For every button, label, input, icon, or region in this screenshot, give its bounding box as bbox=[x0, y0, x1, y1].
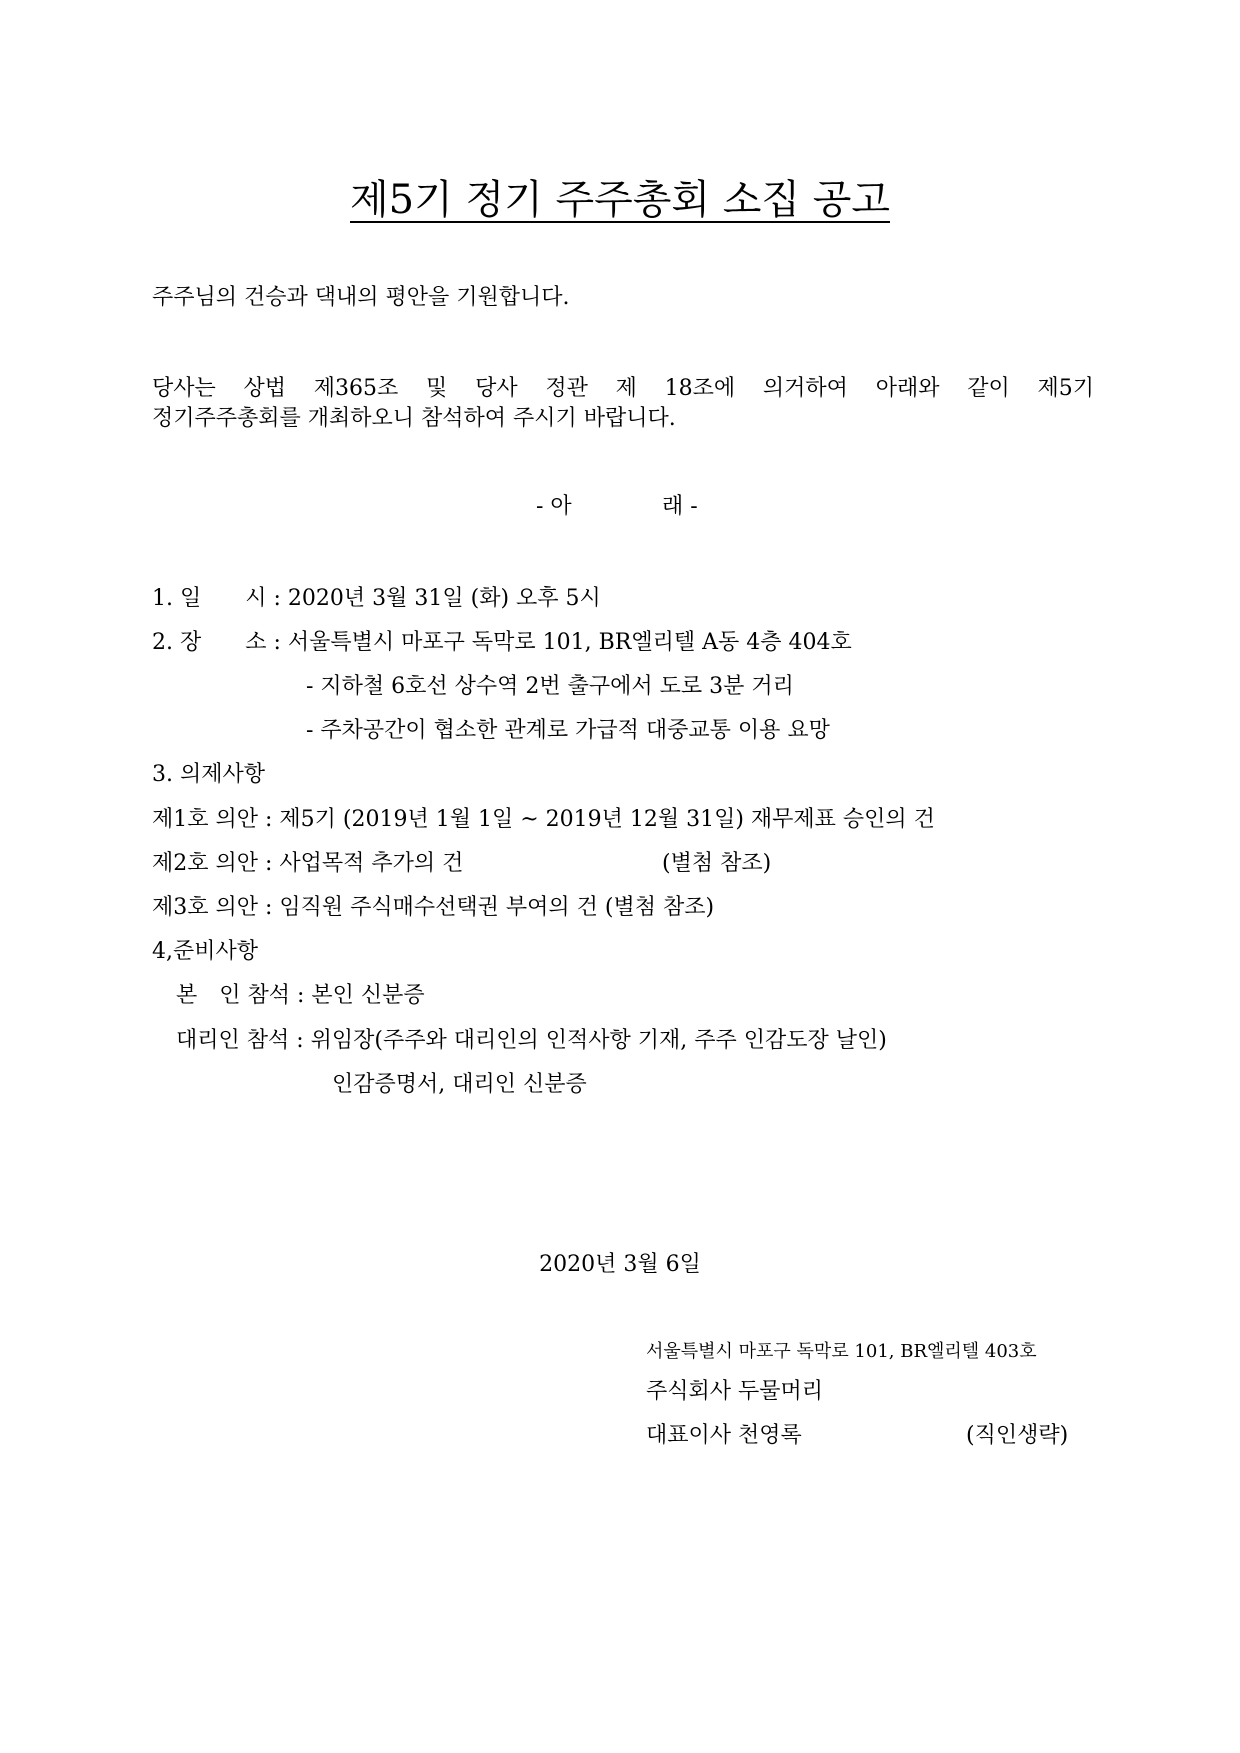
preparation-proxy-docs: 인감증명서, 대리인 신분증 bbox=[332, 1072, 587, 1097]
agenda-item-2-reference: (별첨 참조) bbox=[662, 851, 772, 876]
meeting-place-row bbox=[152, 632, 852, 654]
meeting-place-label: 2. 장 소 : bbox=[152, 630, 288, 655]
preparation-heading: 4,준비사항 bbox=[152, 939, 258, 964]
notice-date: 2020년 3월 6일 bbox=[539, 1252, 701, 1277]
company-name: 주식회사 두물머리 bbox=[646, 1379, 824, 1404]
preparation-self: 본 인 참석 : 본인 신분증 bbox=[176, 983, 425, 1008]
agenda-item-1: 제1호 의안 : 제5기 (2019년 1월 1일 ~ 2019년 12월 31일) 재무제표 승인의 건 bbox=[152, 807, 935, 832]
intro-line-2: 정기주주총회를 개최하오니 참석하여 주시기 바랍니다. bbox=[152, 406, 676, 431]
ceo-name: 대표이사 천영록 bbox=[646, 1423, 802, 1448]
meeting-date-label: 1. 일 시 : bbox=[152, 586, 288, 611]
document-title bbox=[0, 177, 1240, 223]
place-note-parking: - 주차공간이 협소한 관계로 가급적 대중교통 이용 요망 bbox=[306, 718, 830, 743]
meeting-place-value: 서울특별시 마포구 독막로 101, BR엘리텔 A동 4층 404호 bbox=[287, 630, 852, 655]
preparation-proxy: 대리인 참석 : 위임장(주주와 대리인의 인적사항 기재, 주주 인감도장 날인) bbox=[176, 1028, 887, 1053]
section-header-right: 래 - bbox=[662, 494, 698, 519]
place-note-subway: - 지하철 6호선 상수역 2번 출구에서 도로 3분 거리 bbox=[306, 674, 794, 699]
agenda-heading: 3. 의제사항 bbox=[152, 762, 265, 787]
greeting-text: 주주님의 건승과 댁내의 평안을 기원합니다. bbox=[152, 285, 570, 310]
intro-line-1: 당사는 상법 제365조 및 당사 정관 제 18조에 의거하여 아래와 같이 제5기 bbox=[152, 376, 1094, 401]
intro-paragraph bbox=[152, 374, 1094, 434]
agenda-item-3: 제3호 의안 : 임직원 주식매수선택권 부여의 건 (별첨 참조) bbox=[152, 895, 715, 920]
company-address: 서울특별시 마포구 독막로 101, BR엘리텔 403호 bbox=[646, 1341, 1037, 1362]
document-title-text: 제5기 정기 주주총회 소집 공고 bbox=[350, 177, 890, 223]
meeting-date-row bbox=[152, 588, 601, 610]
agenda-item-2: 제2호 의안 : 사업목적 추가의 건 bbox=[152, 851, 464, 876]
section-header-left: - 아 bbox=[536, 494, 572, 519]
seal-omitted-note: (직인생략) bbox=[966, 1423, 1069, 1448]
meeting-date-value: 2020년 3월 31일 (화) 오후 5시 bbox=[287, 586, 601, 611]
